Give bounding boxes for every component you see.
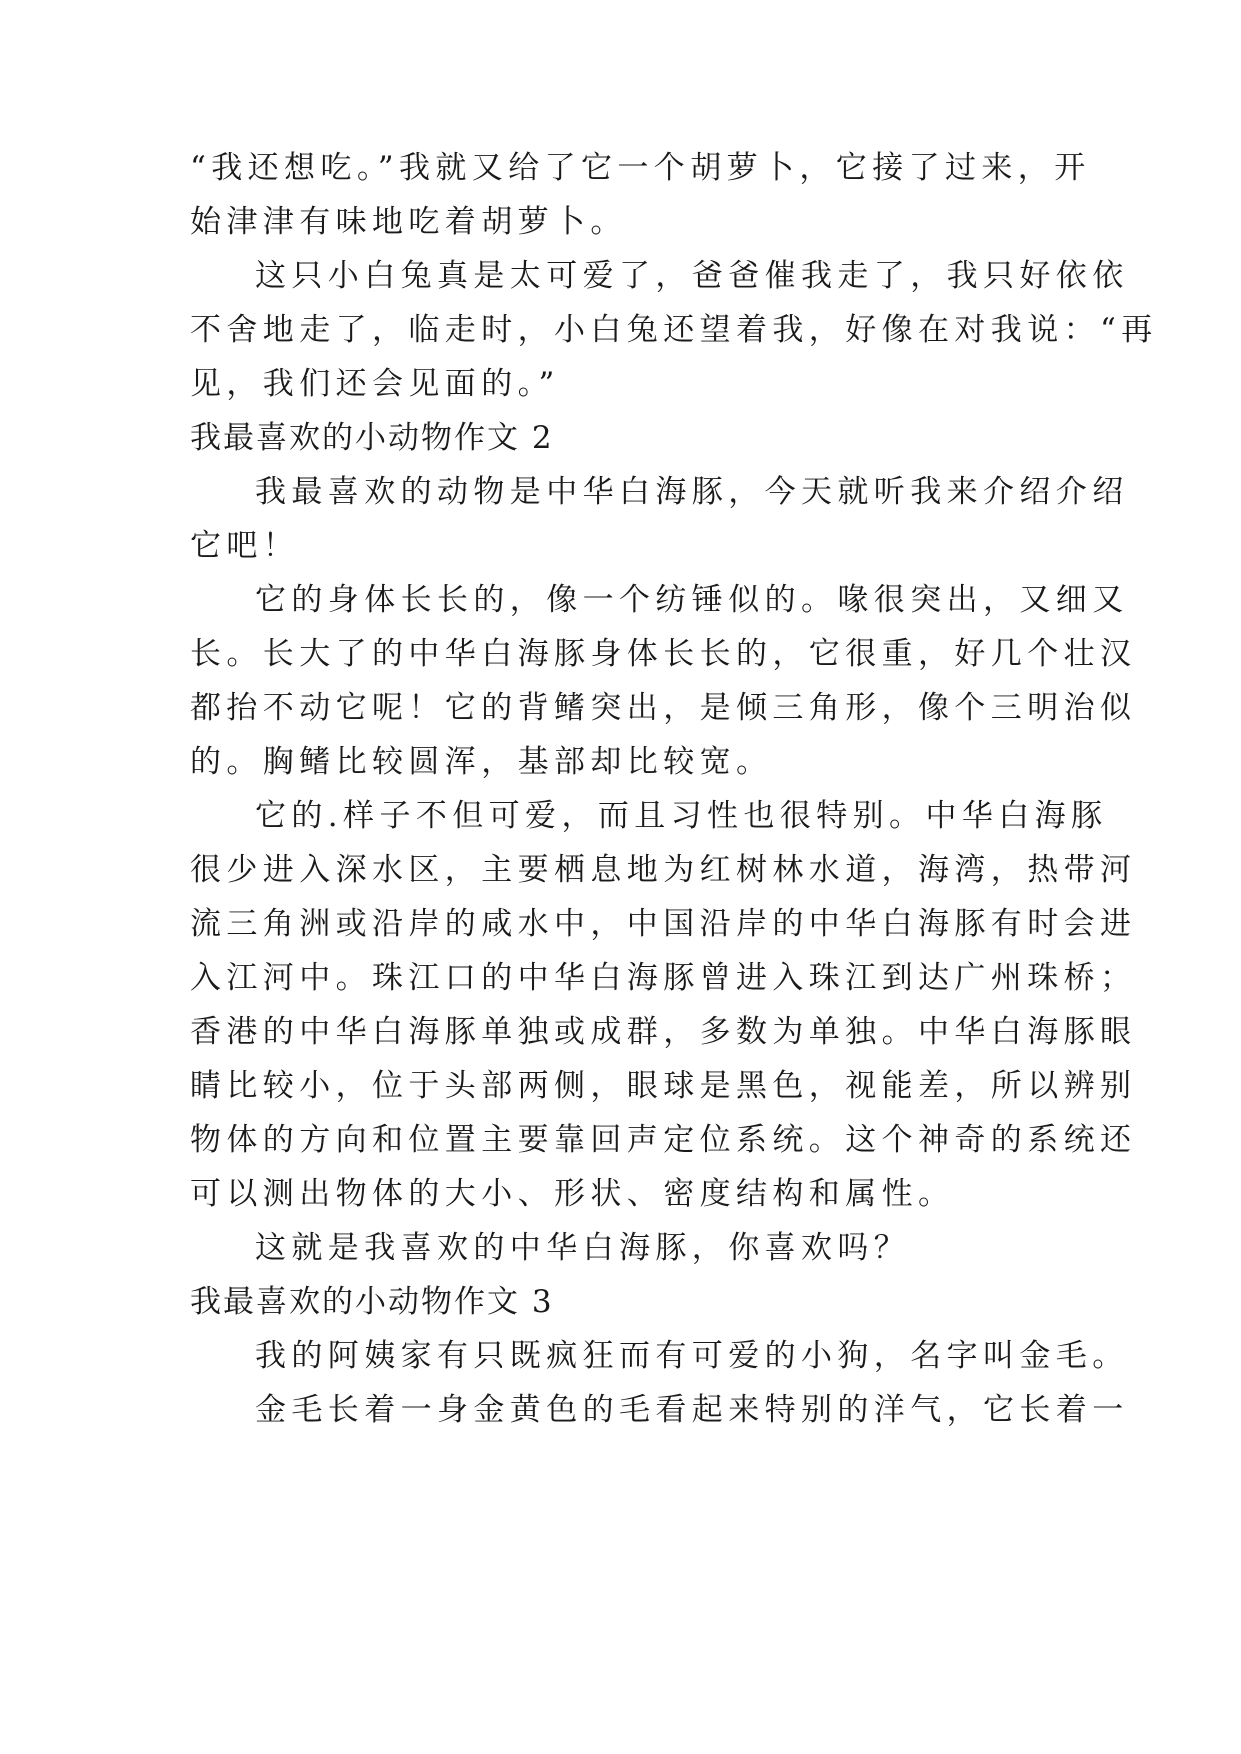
text-line: 很少进入深水区，主要栖息地为红树林水道，海湾，热带河 [190, 852, 1137, 888]
text-line: 金毛长着一身金黄色的毛看起来特别的洋气，它长着一 [255, 1392, 1129, 1428]
text-line: 这只小白兔真是太可爱了，爸爸催我走了，我只好依依 [255, 258, 1129, 294]
text-line: 可以测出物体的大小、形状、密度结构和属性。 [190, 1176, 955, 1212]
text-line: 物体的方向和位置主要靠回声定位系统。这个神奇的系统还 [190, 1122, 1137, 1158]
text-line: 这就是我喜欢的中华白海豚，你喜欢吗？ [255, 1230, 911, 1266]
text-line: 我最喜欢的动物是中华白海豚，今天就听我来介绍介绍 [255, 474, 1129, 510]
text-line: “我还想吃。”我就又给了它一个胡萝卜，它接了过来，开 [190, 150, 1091, 186]
text-line: 香港的中华白海豚单独或成群，多数为单独。中华白海豚眼 [190, 1014, 1137, 1050]
text-line: 它吧！ [190, 528, 300, 564]
section-heading: 我最喜欢的小动物作文 2 [190, 420, 554, 456]
text-line: 都抬不动它呢！它的背鳍突出，是倾三角形，像个三明治似 [190, 690, 1137, 726]
text-line: 不舍地走了，临走时，小白兔还望着我，好像在对我说：“再 [190, 312, 1158, 348]
text-line: 它的身体长长的，像一个纺锤似的。喙很突出，又细又 [255, 582, 1129, 618]
text-line: 见，我们还会见面的。” [190, 366, 560, 402]
text-line: 的。胸鳍比较圆浑，基部却比较宽。 [190, 744, 773, 780]
text-line: 流三角洲或沿岸的咸水中，中国沿岸的中华白海豚有时会进 [190, 906, 1137, 942]
text-line: 我的阿姨家有只既疯狂而有可爱的小狗，名字叫金毛。 [255, 1338, 1129, 1374]
text-line: 睛比较小，位于头部两侧，眼球是黑色，视能差，所以辨别 [190, 1068, 1137, 1104]
text-line: 入江河中。珠江口的中华白海豚曾进入珠江到达广州珠桥； [190, 960, 1137, 996]
text-line: 始津津有味地吃着胡萝卜。 [190, 204, 627, 240]
section-heading: 我最喜欢的小动物作文 3 [190, 1284, 554, 1320]
text-line: 它的.样子不但可爱，而且习性也很特别。中华白海豚 [255, 798, 1108, 834]
text-line: 长。长大了的中华白海豚身体长长的，它很重，好几个壮汉 [190, 636, 1137, 672]
